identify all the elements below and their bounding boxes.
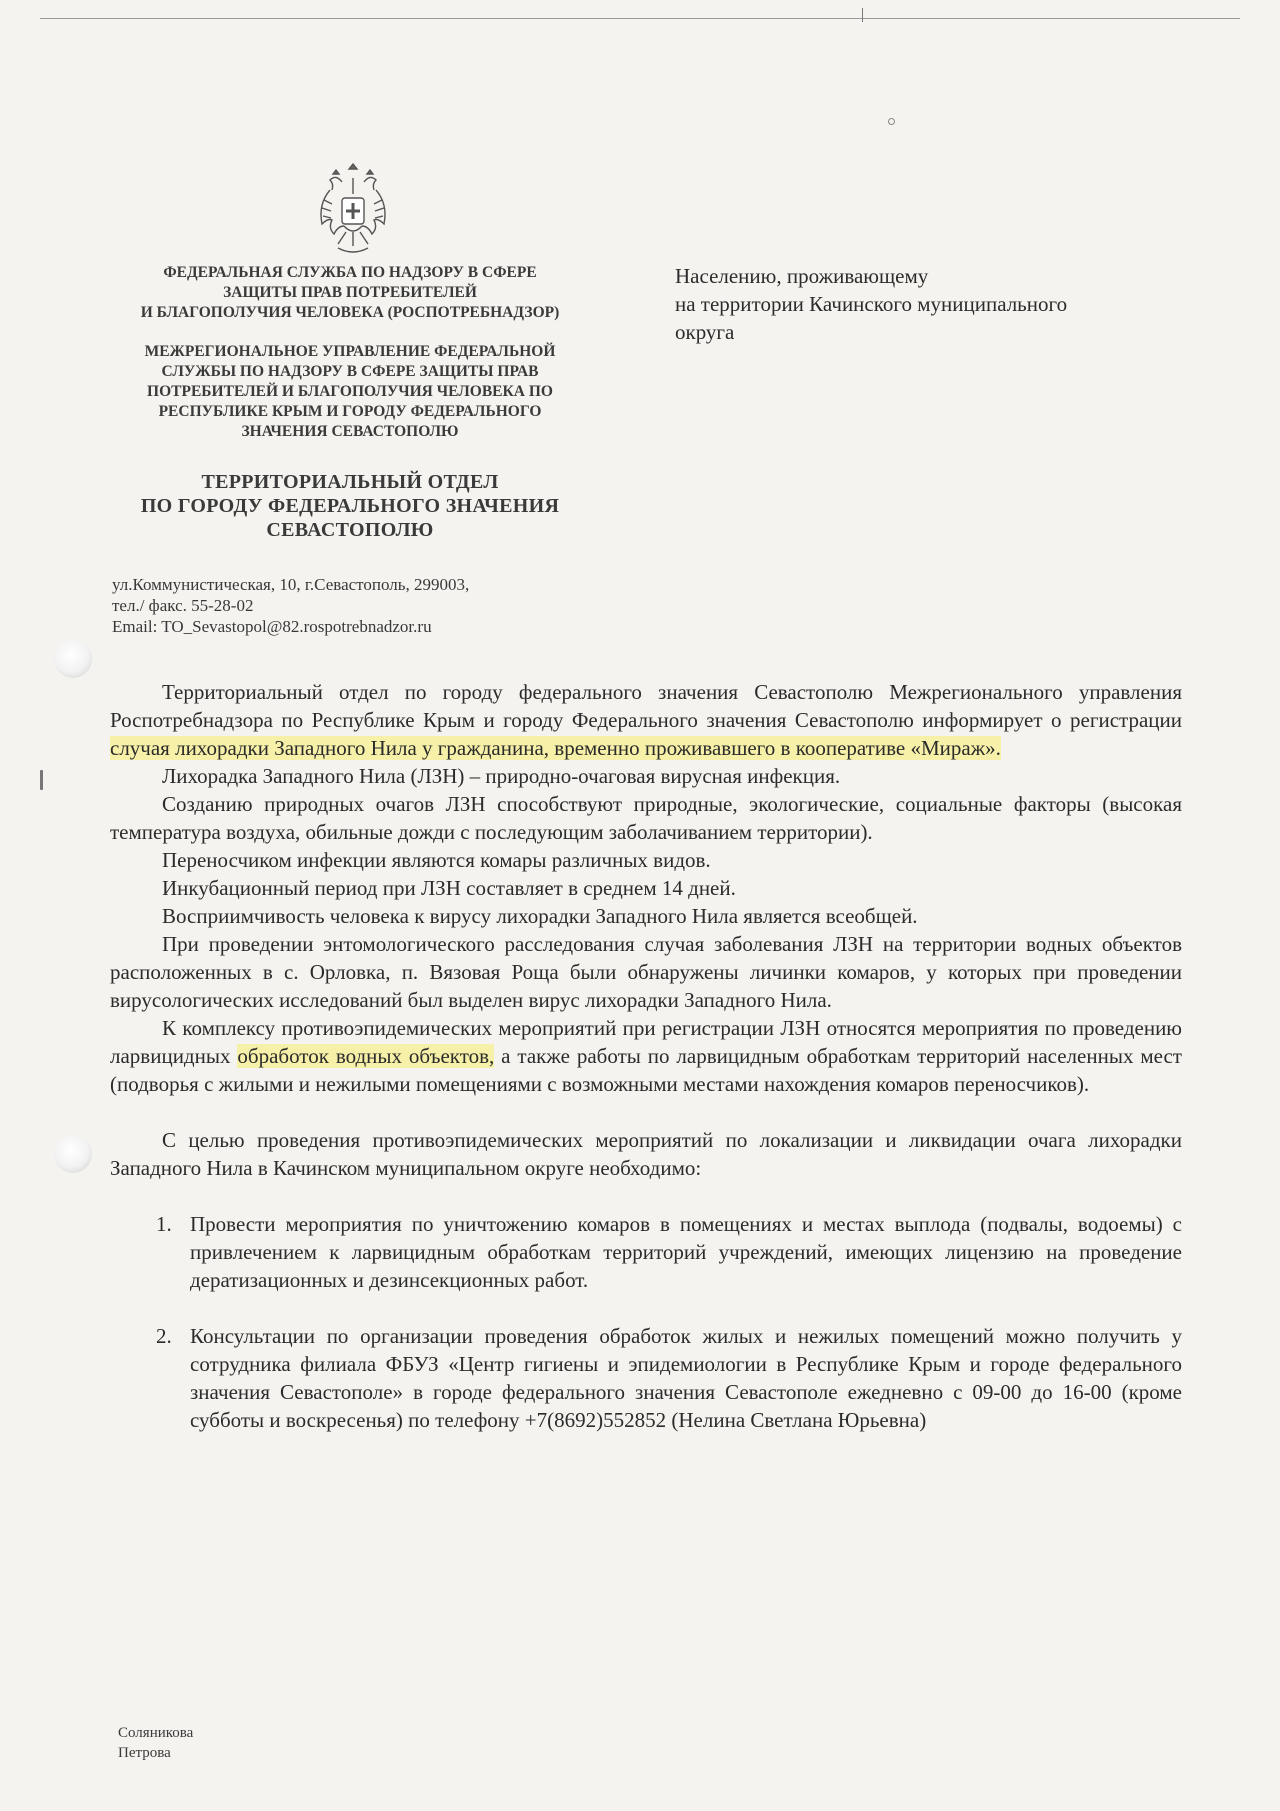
list-item-number: 1.	[156, 1212, 172, 1236]
addressee-line: на территории Качинского муниципального	[675, 292, 1068, 316]
email: Email: TO_Sevastopol@82.rospotrebnadzor.ru	[112, 617, 432, 636]
service-line: И БЛАГОПОЛУЧИЯ ЧЕЛОВЕКА (РОСПОТРЕБНАДЗОР)	[140, 304, 560, 321]
executors-block	[118, 1723, 193, 1763]
directorate-name	[100, 342, 600, 442]
letter-body	[110, 678, 1182, 1434]
factors-paragraph: Созданию природных очагов ЛЗН способствуют природные, экологические, социальные факторы (высокая температура воздуха, обильные дожди с последующим заболачиванием территории).	[110, 792, 1182, 844]
department-line: ПО ГОРОДУ ФЕДЕРАЛЬНОГО ЗНАЧЕНИЯ	[140, 495, 560, 517]
list-item-text: Консультации по организации проведения обработок жилых и нежилых помещений можно получить у сотрудника филиала ФБУЗ «Центр гигиены и эпидемиологии в Республике Крым и городе федерального значения Севастополе» в городе федерального значения Севастополе ежедневно с 09-00 до 16-00 (кроме субботы и воскресенья) по телефону +7(8692)552852 (Нелина Светлана Юрьевна)	[190, 1324, 1182, 1432]
measures-paragraph	[110, 1014, 1182, 1098]
phone-fax: тел./ факс. 55-28-02	[112, 596, 254, 615]
directorate-line: РЕСПУБЛИКЕ КРЫМ И ГОРОДУ ФЕДЕРАЛЬНОГО	[158, 403, 542, 420]
highlighted-case-text: случая лихорадки Западного Нила у гражданина, временно проживавшего в кооперативе «Мираж».	[110, 736, 1001, 760]
scan-speck	[40, 770, 43, 790]
definition-paragraph: Лихорадка Западного Нила (ЛЗН) – природно-очаговая вирусная инфекция.	[162, 764, 841, 788]
service-line: ФЕДЕРАЛЬНАЯ СЛУЖБА ПО НАДЗОРУ В СФЕРЕ	[163, 264, 537, 281]
action-list	[110, 1210, 1182, 1434]
addressee-block	[675, 262, 1067, 346]
vector-paragraph: Переносчиком инфекции являются комары различных видов.	[162, 848, 711, 872]
service-name	[100, 263, 600, 323]
directorate-line: ЗНАЧЕНИЯ СЕВАСТОПОЛЮ	[241, 423, 459, 440]
measures-text: К комплексу противоэпидемических мероприятий при регистрации ЛЗН относятся мероприятия по проведению ларвицидных	[110, 1016, 1182, 1068]
intro-text: Территориальный отдел по городу федерального значения Севастополю Межрегионального управления Роспотребнадзора по Республике Крым и городу Федерального значения Севастополю информирует о регистрации	[110, 680, 1182, 732]
directorate-line: СЛУЖБЫ ПО НАДЗОРУ В СФЕРЕ ЗАЩИТЫ ПРАВ	[161, 363, 539, 380]
scan-speck	[888, 118, 895, 125]
directorate-line: МЕЖРЕГИОНАЛЬНОЕ УПРАВЛЕНИЕ ФЕДЕРАЛЬНОЙ	[144, 343, 556, 360]
emblem-icon	[312, 160, 394, 260]
department-name	[100, 470, 600, 542]
punch-hole-top	[54, 640, 92, 678]
addressee-line: округа	[675, 320, 735, 344]
department-line: ТЕРРИТОРИАЛЬНЫЙ ОТДЕЛ	[201, 471, 499, 493]
incubation-paragraph: Инкубационный период при ЛЗН составляет в среднем 14 дней.	[162, 876, 736, 900]
investigation-paragraph: При проведении энтомологического расследования случая заболевания ЛЗН на территории водных объектов расположенных в с. Орловка, п. Вязовая Роща были обнаружены личинки комаров, у которых при проведении вирусологических исследований был выделен вирус лихорадки Западного Нила.	[110, 932, 1182, 1012]
scan-top-edge	[40, 18, 1240, 19]
department-line: СЕВАСТОПОЛЮ	[266, 519, 434, 541]
address: ул.Коммунистическая, 10, г.Севастополь, 299003,	[112, 575, 470, 594]
list-item	[110, 1210, 1182, 1294]
service-line: ЗАЩИТЫ ПРАВ ПОТРЕБИТЕЛЕЙ	[223, 284, 477, 301]
highlighted-measures-text: обработок водных объектов,	[237, 1044, 495, 1068]
contacts-block	[112, 574, 469, 637]
list-item	[110, 1322, 1182, 1434]
directorate-line: ПОТРЕБИТЕЛЕЙ И БЛАГОПОЛУЧИЯ ЧЕЛОВЕКА ПО	[147, 383, 553, 400]
measures-text-continued: а также работы по ларвицидным обработкам территорий населенных мест (подворья с жилыми и нежилыми помещениями с возможными местами нахождения комаров переносчиков).	[110, 1044, 1182, 1096]
addressee-line: Населению, проживающему	[675, 264, 929, 288]
scan-mark	[862, 8, 863, 22]
list-item-text: Провести мероприятия по уничтожению комаров в помещениях и местах выплода (подвалы, водоемы) с привлечением к ларвицидным обработкам территорий учреждений, имеющих лицензию на проведение дератизационных и дезинсекционных работ.	[190, 1212, 1182, 1292]
intro-paragraph	[110, 678, 1182, 762]
executor-name: Петрова	[118, 1745, 171, 1761]
susceptibility-paragraph: Восприимчивость человека к вирусу лихорадки Западного Нила является всеобщей.	[162, 904, 918, 928]
executor-name: Соляникова	[118, 1725, 194, 1741]
punch-hole-bottom	[54, 1135, 92, 1173]
list-item-number: 2.	[156, 1324, 172, 1348]
purpose-paragraph: С целью проведения противоэпидемических мероприятий по локализации и ликвидации очага лихорадки Западного Нила в Качинском муниципальном округе необходимо:	[110, 1128, 1182, 1180]
